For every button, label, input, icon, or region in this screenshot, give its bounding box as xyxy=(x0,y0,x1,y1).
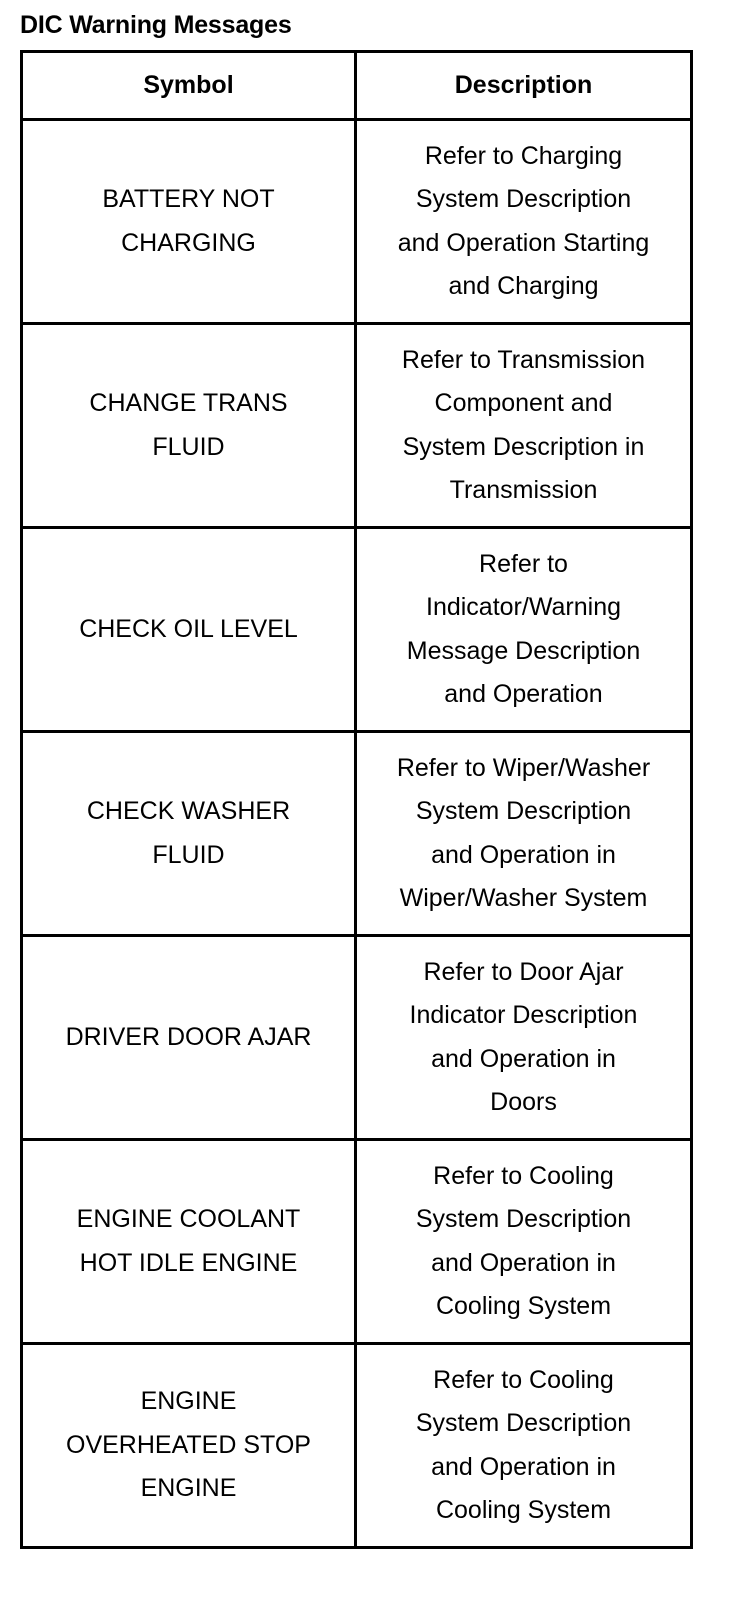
description-line: Refer to Transmission xyxy=(401,345,646,374)
description-line: Cooling System xyxy=(435,1496,612,1524)
description-cell xyxy=(356,324,692,528)
description-line: Message Description xyxy=(406,636,641,665)
description-cell xyxy=(356,936,692,1140)
description-cell xyxy=(356,1140,692,1344)
description-line: Refer to Cooling xyxy=(433,1365,614,1394)
symbol-column-header: Symbol xyxy=(22,52,356,120)
symbol-line: FLUID xyxy=(152,840,225,869)
symbol-cell xyxy=(22,936,356,1140)
description-line: and Operation in xyxy=(431,1452,616,1481)
symbol-line: CHECK OIL LEVEL xyxy=(79,614,298,643)
description-cell xyxy=(356,732,692,936)
symbol-line: ENGINE COOLANT xyxy=(76,1205,301,1233)
description-line: Indicator Description xyxy=(409,1001,638,1029)
table-row xyxy=(22,1140,692,1344)
symbol-cell xyxy=(22,732,356,936)
description-line: and Operation in xyxy=(431,840,616,869)
symbol-line: OVERHEATED STOP xyxy=(66,1430,311,1459)
description-line: Component and xyxy=(434,389,613,417)
table-row xyxy=(22,1344,692,1548)
table-row xyxy=(22,120,692,324)
symbol-line: CHARGING xyxy=(121,228,256,257)
warning-messages-table xyxy=(20,50,693,1549)
symbol-line: CHECK WASHER xyxy=(86,797,291,825)
symbol-cell xyxy=(22,1140,356,1344)
description-line: System Description xyxy=(415,1205,632,1233)
table-header-row xyxy=(22,52,692,120)
description-line: System Description xyxy=(415,797,632,825)
page-title: DIC Warning Messages xyxy=(20,11,292,39)
description-line: Wiper/Washer System xyxy=(399,884,648,912)
description-cell xyxy=(356,528,692,732)
description-line: and Operation in xyxy=(431,1044,616,1073)
description-line: Doors xyxy=(490,1088,557,1116)
symbol-line: DRIVER DOOR AJAR xyxy=(65,1022,312,1051)
table-row xyxy=(22,324,692,528)
description-line: Refer to xyxy=(479,549,568,578)
description-line: Indicator/Warning xyxy=(426,593,621,621)
description-line: and Charging xyxy=(448,272,599,300)
table-row xyxy=(22,732,692,936)
description-column-header: Description xyxy=(356,52,692,120)
symbol-line: BATTERY NOT xyxy=(102,185,275,213)
description-cell xyxy=(356,1344,692,1548)
description-cell xyxy=(356,120,692,324)
symbol-line: HOT IDLE ENGINE xyxy=(79,1248,298,1277)
description-line: System Description in xyxy=(402,432,645,461)
description-line: System Description xyxy=(415,185,632,213)
description-line: and Operation Starting xyxy=(397,228,650,257)
symbol-cell xyxy=(22,1344,356,1548)
table-row xyxy=(22,528,692,732)
description-line: Refer to Wiper/Washer xyxy=(396,753,651,782)
symbol-cell xyxy=(22,324,356,528)
description-line: Cooling System xyxy=(435,1292,612,1320)
description-line: Transmission xyxy=(449,476,598,504)
description-line: Refer to Cooling xyxy=(433,1161,614,1190)
symbol-line: ENGINE xyxy=(140,1387,237,1416)
symbol-line: CHANGE TRANS xyxy=(89,389,288,417)
table-row xyxy=(22,936,692,1140)
description-line: and Operation xyxy=(444,680,603,708)
description-line: System Description xyxy=(415,1409,632,1437)
description-line: Refer to Charging xyxy=(424,141,623,170)
symbol-cell xyxy=(22,120,356,324)
symbol-cell xyxy=(22,528,356,732)
description-line: and Operation in xyxy=(431,1248,616,1277)
symbol-line: FLUID xyxy=(152,432,225,461)
description-line: Refer to Door Ajar xyxy=(423,957,624,986)
symbol-line: ENGINE xyxy=(140,1474,237,1503)
